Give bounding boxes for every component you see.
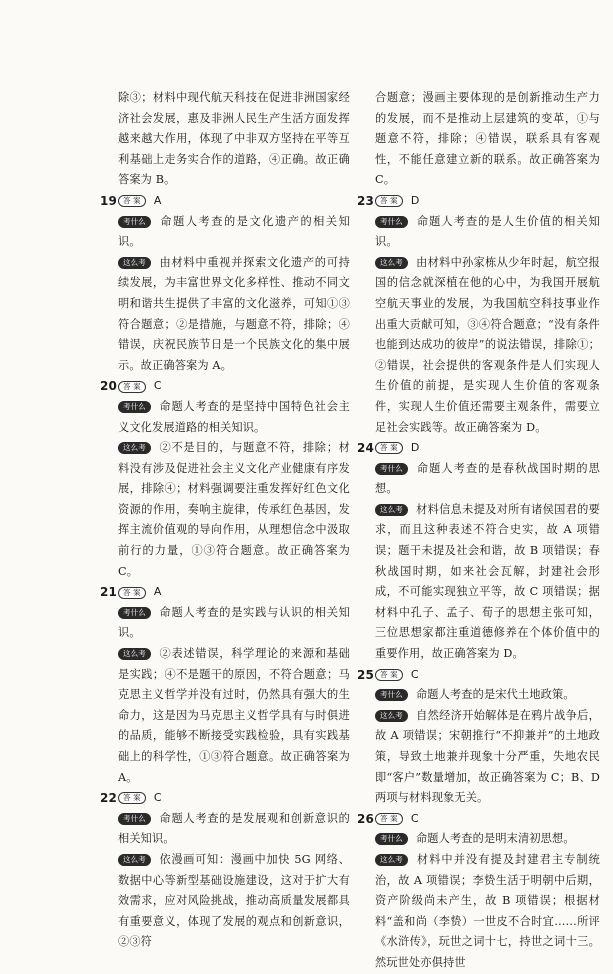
question-entry bbox=[100, 376, 350, 582]
answer-value: C bbox=[153, 379, 162, 393]
question-entry bbox=[357, 665, 600, 809]
answer-badge: 答 案 bbox=[118, 381, 146, 393]
answer-badge: 答 案 bbox=[375, 442, 403, 454]
question-entry bbox=[100, 788, 350, 953]
answer-badge: 答 案 bbox=[375, 669, 403, 681]
question-number: 25 bbox=[357, 667, 374, 682]
analysis-badge: 这么考 bbox=[118, 257, 151, 269]
analysis-badge: 这么考 bbox=[375, 504, 408, 516]
test-point-badge: 考什么 bbox=[375, 689, 408, 701]
analysis-text: ②表述错误，科学理论的来源和基础是实践；④不是题干的原因，不符合题意；马克思主义哲学并没有过时，仍然具有强大的生命力，这是因为马克思主义哲学具有与时俱进的品质，能够不断接受实践检验，具有实践基础上的科学性，①③符合题意。故正确答案为 A。 bbox=[118, 647, 350, 784]
question-number: 21 bbox=[100, 585, 117, 600]
question-entry bbox=[100, 191, 350, 376]
analysis-badge: 这么考 bbox=[375, 854, 408, 866]
analysis-badge: 这么考 bbox=[118, 648, 151, 660]
answer-value: C bbox=[410, 667, 419, 681]
question-number: 19 bbox=[100, 193, 117, 208]
analysis-text: 材料中并没有提及封建君主专制统治，故 A 项错误；李贽生活于明朝中后期，资产阶级尚未产生，故 B 项错误；根据材料“盖和尚（李贽）一世皮不合时宜……所评《水浒传》，玩世之词十七，持世之词十三。然玩世处亦俱持世 bbox=[375, 852, 600, 969]
answer-value: D bbox=[410, 441, 420, 455]
answer-badge: 答 案 bbox=[118, 587, 146, 599]
answer-badge: 答 案 bbox=[375, 195, 403, 207]
question-number: 20 bbox=[100, 379, 117, 394]
test-point-text: 命题人考查的是坚持中国特色社会主义文化发展道路的相关知识。 bbox=[118, 399, 350, 434]
question-entry bbox=[357, 438, 600, 665]
answer-value: D bbox=[410, 193, 420, 207]
analysis-text: 由材料中重视并探索文化遗产的可持续发展，为丰富世界文化多样性、推动不同文明和谐共生提供了丰富的文化滋养，可知①③符合题意；②是措施，与题意不符，排除；④错误，庆祝民族节日是一个民族文化的集中展示。故正确答案为 A。 bbox=[118, 255, 350, 372]
analysis-badge: 这么考 bbox=[375, 710, 408, 722]
analysis-text: 材料信息未提及对所有诸侯国君的要求，而且这种表述不符合史实，故 A 项错误；题干未提及社会和谐，故 B 项错误；春秋战国时期，如来社会瓦解，封建社会形成，不可能实现独立平等，故 C 项错误；据材料中孔子、孟子、荀子的思想主张可知，三位思想家都注重道德修养在个体价值中的重要作用，故正确答案为 D。 bbox=[375, 502, 600, 661]
answer-value: C bbox=[153, 791, 162, 805]
question-number: 23 bbox=[357, 193, 374, 208]
analysis-text: ②不是目的，与题意不符，排除；材料没有涉及促进社会主义文化产业健康有序发展，排除④；材料强调要注重发挥好红色文化资源的作用，奏响主旋律，传承红色基因，发挥主流价值观的导向作用，从理想信念中汲取前行的力量，①③符合题意。故正确答案为 C。 bbox=[118, 441, 350, 578]
test-point-text: 命题人考查的是发展观和创新意识的相关知识。 bbox=[118, 811, 350, 846]
answer-value: A bbox=[153, 585, 162, 599]
test-point-badge: 考什么 bbox=[118, 813, 151, 825]
left-carry-over-text: 除③；材料中现代航天科技在促进非洲国家经济社会发展，惠及非洲人民生产生活方面发挥越来越大作用，体现了中非双方坚持在平等互利基础上走务实合作的道路，④正确。故正确答案为 B。 bbox=[118, 91, 350, 187]
question-number: 26 bbox=[357, 811, 374, 826]
analysis-text: 自然经济开始解体是在鸦片战争后，故 A 项错误；宋朝推行“不抑兼并”的土地政策，导致土地兼并现象十分严重，失地农民即“客户”数量增加，故正确答案为 C；B、D 两项与材料现象无关。 bbox=[375, 708, 600, 805]
analysis-badge: 这么考 bbox=[118, 854, 151, 866]
test-point-text: 命题人考查的是实践与认识的相关知识。 bbox=[118, 605, 350, 640]
test-point-badge: 考什么 bbox=[118, 216, 151, 228]
question-entry bbox=[357, 809, 600, 974]
analysis-text: 由材料中孙家栋从少年时起，航空报国的信念就深植在他的心中，为我国开展航空航天事业的发展，为我国航空科技事业作出重大贡献可知，③④符合题意；“没有条件也能到达成功的彼岸”的说法错误，排除①；②错误，社会提供的客观条件是人们实现人生价值的前提，是实现人生价值的客观条件，实现人生价值还需要主观条件，需要立足社会实践等。故正确答案为 D。 bbox=[375, 255, 600, 434]
answer-badge: 答 案 bbox=[375, 813, 403, 825]
right-carry-over-text: 合题意；漫画主要体现的是创新推动生产力的发展，而不是推动上层建筑的变革，①与题意不符，排除；④错误，联系具有客观性，不能任意建立新的联系。故正确答案为 C。 bbox=[375, 91, 600, 187]
answer-value: A bbox=[153, 193, 162, 207]
question-entry bbox=[100, 582, 350, 788]
question-number: 22 bbox=[100, 791, 117, 806]
analysis-badge: 这么考 bbox=[118, 442, 151, 454]
test-point-text: 命题人考查的是明末清初思想。 bbox=[415, 832, 575, 846]
test-point-text: 命题人考查的是春秋战国时期的思想。 bbox=[375, 461, 600, 496]
right-column bbox=[357, 88, 600, 974]
analysis-badge: 这么考 bbox=[375, 257, 408, 269]
answer-badge: 答 案 bbox=[118, 195, 146, 207]
test-point-text: 命题人考查的是人生价值的相关知识。 bbox=[375, 214, 600, 249]
left-column bbox=[100, 88, 350, 953]
test-point-badge: 考什么 bbox=[118, 607, 151, 619]
test-point-text: 命题人考查的是宋代土地政策。 bbox=[415, 688, 575, 702]
analysis-text: 依漫画可知：漫画中加快 5G 网络、数据中心等新型基础设施建设，这对于扩大有效需求，应对风险挑战，推动高质量发展都具有重要意义，体现了发展的观点和创新意识，②③符 bbox=[118, 852, 350, 949]
test-point-badge: 考什么 bbox=[375, 833, 408, 845]
test-point-badge: 考什么 bbox=[118, 401, 151, 413]
question-number: 24 bbox=[357, 441, 374, 456]
answer-value: C bbox=[410, 811, 419, 825]
test-point-badge: 考什么 bbox=[375, 216, 408, 228]
test-point-badge: 考什么 bbox=[375, 463, 408, 475]
test-point-text: 命题人考查的是文化遗产的相关知识。 bbox=[118, 214, 350, 249]
answer-badge: 答 案 bbox=[118, 792, 146, 804]
question-entry bbox=[357, 191, 600, 438]
